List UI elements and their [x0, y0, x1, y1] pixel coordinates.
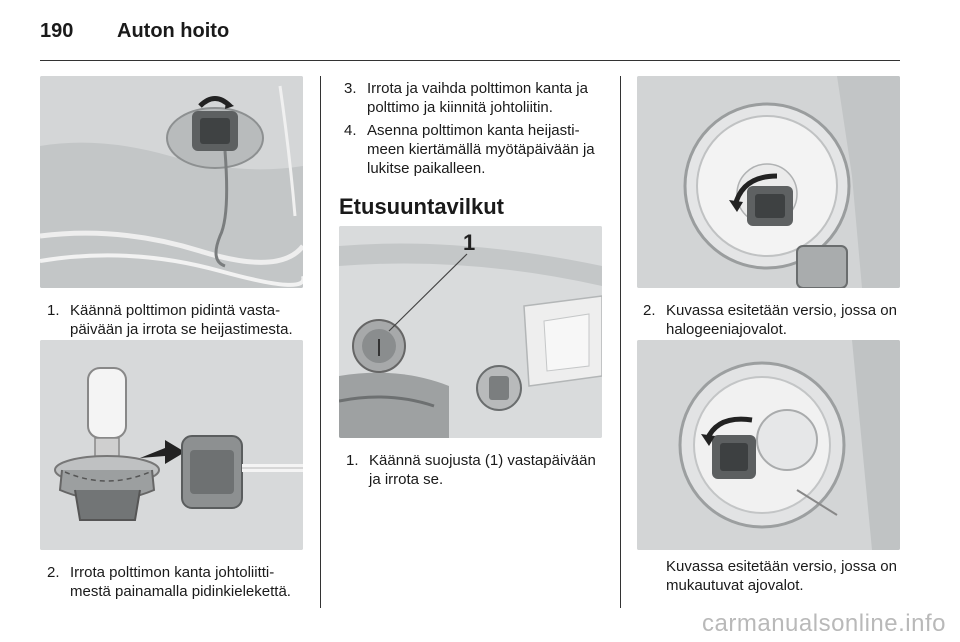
page-title: Auton hoito — [117, 20, 230, 42]
step-number: 4. — [344, 122, 357, 139]
figure-turn-signal — [339, 226, 602, 438]
figure-caption: Kuvassa esitetään versio, jossa on mukautuvat ajovalot. — [666, 558, 897, 594]
callout-label: 1 — [463, 230, 476, 255]
figure-adaptive-version — [637, 340, 900, 550]
figure-bulb-holder — [40, 76, 303, 288]
step-1-col2 — [346, 451, 608, 489]
step-1-col1 — [47, 301, 309, 339]
step-number: 1. — [47, 302, 60, 319]
bulb-holder-illustration — [40, 76, 303, 288]
watermark: carmanualsonline.info — [702, 610, 946, 637]
header-rule — [40, 60, 900, 61]
step-text: Irrota ja vaihda polttimon kanta ja polttimo ja kiinnitä johtoliitin. — [367, 80, 588, 116]
figure-halogen-version — [637, 76, 900, 288]
step-text: Käännä polttimon pidintä vastapäivään ja irrota se heijastimesta. — [70, 302, 293, 338]
step-text: Irrota polttimon kanta johtoliittimestä painamalla pidinkielekettä. — [70, 564, 291, 600]
figure-bulb-connector — [40, 340, 303, 550]
bulb-connector-illustration — [40, 340, 303, 550]
step-number: 1. — [346, 452, 359, 469]
page-number: 190 — [40, 20, 74, 42]
step-text: Käännä suojusta (1) vastapäivään ja irrota se. — [369, 452, 596, 488]
column-divider-2 — [620, 76, 621, 608]
step-3-col2 — [344, 79, 606, 117]
step-2-col1 — [47, 563, 309, 601]
step-number: 3. — [344, 80, 357, 97]
section-heading: Etusuuntavilkut — [339, 194, 505, 219]
step-text: Kuvassa esitetään versio, jossa on halogeeniajovalot. — [666, 302, 897, 338]
step-4-col2 — [344, 121, 606, 178]
halogen-version-illustration — [637, 76, 900, 288]
turn-signal-illustration — [339, 226, 602, 438]
step-text: Asenna polttimon kanta heijastimeen kiertämällä myötäpäivään ja lukitse paikalleen. — [367, 122, 595, 177]
step-2-col3 — [643, 301, 905, 339]
step-number: 2. — [643, 302, 656, 319]
column-divider-1 — [320, 76, 321, 608]
adaptive-version-illustration — [637, 340, 900, 550]
step-number: 2. — [47, 564, 60, 581]
